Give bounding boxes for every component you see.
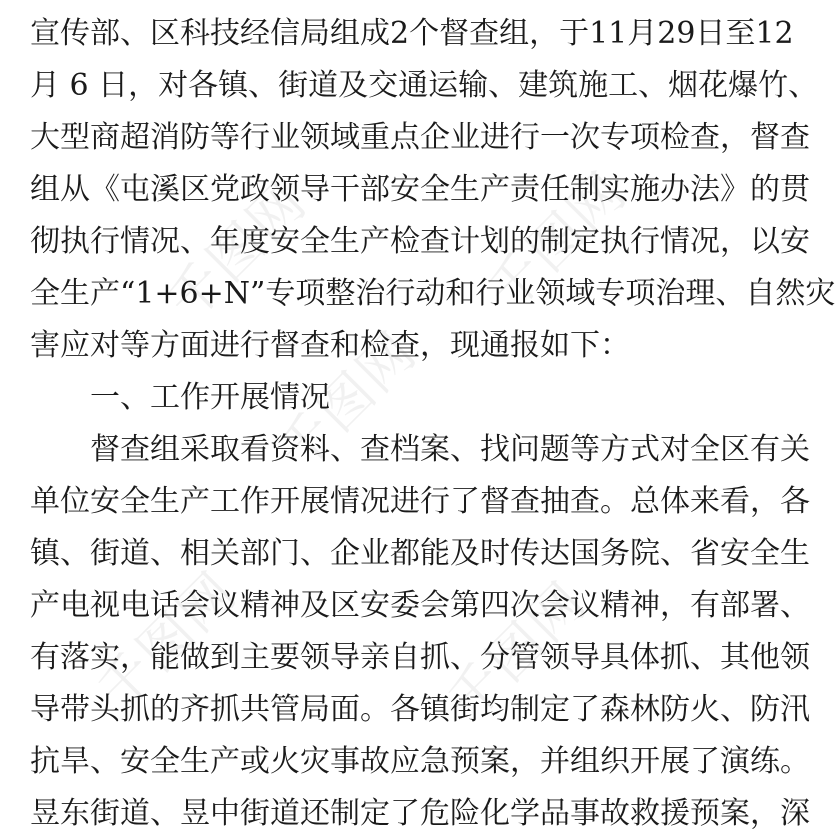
text-line: 月 6 日，对各镇、街道及交通运输、建筑施工、烟花爆竹、	[30, 68, 819, 103]
watermark: 千图网	[85, 559, 249, 723]
text-line: 害应对等方面进行督查和检查，现通报如下：	[30, 328, 630, 363]
text-line: 抗旱、安全生产或火灾事故应急预案，并组织开展了演练。	[30, 744, 810, 779]
text-line: 单位安全生产工作开展情况进行了督查抽查。总体来看，各	[30, 484, 810, 519]
text-line: 产电视电话会议精神及区安委会第四次会议精神，有部署、	[30, 588, 810, 623]
text-line: 督查组采取看资料、查档案、找问题等方式对全区有关	[90, 432, 810, 467]
text-line: 彻执行情况、年度安全生产检查计划的制定执行情况，以安	[30, 224, 810, 259]
text-line: 大型商超消防等行业领域重点企业进行一次专项检查，督查	[30, 120, 810, 155]
watermark: 千图网	[435, 569, 599, 733]
text-line: 昱东街道、昱中街道还制定了危险化学品事故救援预案，深	[30, 796, 810, 831]
text-line: 组从《屯溪区党政领导干部安全生产责任制实施办法》的贯	[30, 172, 810, 207]
section-heading: 一、工作开展情况	[90, 380, 330, 415]
text-line: 全生产“1+6+N”专项整治行动和行业领域专项治理、自然灾	[30, 276, 835, 311]
watermark: 千图网	[155, 169, 319, 333]
text-line: 宣传部、区科技经信局组成2个督查组，于11月29日至12	[30, 16, 794, 51]
text-line: 镇、街道、相关部门、企业都能及时传达国务院、省安全生	[30, 536, 810, 571]
text-line: 有落实，能做到主要领导亲自抓、分管领导具体抓、其他领	[30, 640, 810, 675]
watermark: 千图网	[475, 159, 639, 323]
text-line: 导带头抓的齐抓共管局面。各镇街均制定了森林防火、防汛	[30, 692, 810, 727]
watermark: 千图网	[265, 319, 429, 483]
